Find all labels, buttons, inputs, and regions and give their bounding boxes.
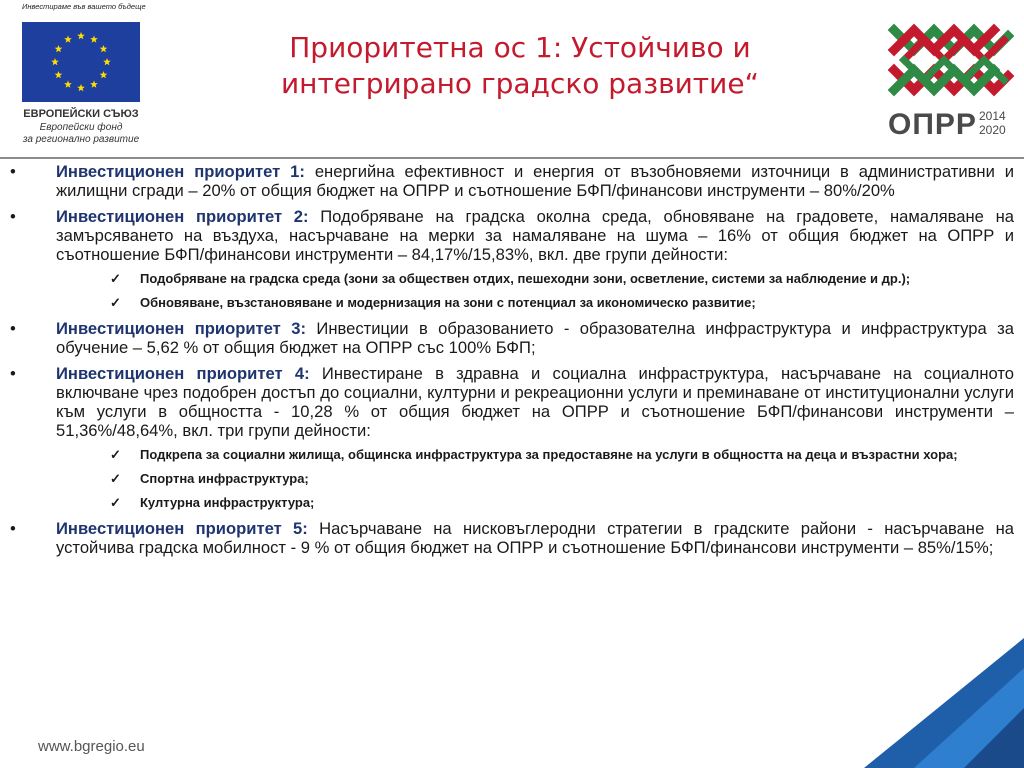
sub-activity: [10, 271, 1014, 287]
priority-text: Инвестиране в здравна и социална инфраструктура, насърчаване на социалното включване чрез подобрен достъп до социални, културни и рекреационни услуги и преминаване от институционални услуги към услуги в общността - 10,28 % от общия бюджет на ОПРР и съотношение БФП/финансови инструменти – 51,36%/48,64%, вкл. три групи дейности:: [56, 364, 1014, 440]
priority-item-1: [10, 162, 1014, 200]
header-divider: [0, 157, 1024, 159]
priority-item-2: [10, 207, 1014, 264]
eu-name: ЕВРОПЕЙСКИ СЪЮЗ: [23, 108, 139, 120]
page-title-line1: Приоритетна ос 1: Устойчиво и: [289, 31, 751, 64]
priority-label: Инвестиционен приоритет 1:: [56, 162, 305, 181]
sub-activity: [10, 295, 1014, 311]
bullet: •: [10, 319, 16, 338]
checkmark-icon: ✓: [110, 495, 121, 510]
checkmark-icon: ✓: [110, 447, 121, 462]
priority-label: Инвестиционен приоритет 3:: [56, 319, 306, 338]
eu-flag: [22, 22, 140, 102]
bullet: •: [10, 519, 16, 538]
eu-fund-line1: Европейски фонд: [39, 122, 123, 133]
eu-fund-line2: за регионално развитие: [22, 134, 140, 145]
oprr-logo-years: [979, 109, 1006, 137]
page-title-line2: интегрирано градско развитие“: [280, 67, 760, 100]
priority-item-3: [10, 319, 1014, 357]
priority-list: [10, 162, 1014, 564]
sub-activity-text: Спортна инфраструктура;: [140, 471, 309, 486]
priority-text: енергийна ефективност и енергия от възобновяеми източници в административни и жилищни сгради – 20% от общия бюджет на ОПРР и съотношение БФП/финансови инструменти – 80%/20%: [56, 162, 1014, 200]
sub-activity: [10, 495, 1014, 511]
oprr-year-end: 2020: [979, 123, 1006, 137]
sub-activity-text: Културна инфраструктура;: [140, 495, 315, 510]
sub-activity: [10, 447, 1014, 463]
priority-text: Насърчаване на нисковъглеродни стратегии в градските райони - насърчаване на устойчива градска мобилност - 9 % от общия бюджет на ОПРР и съотношение БФП/финансови инструменти – 85%/15%;: [56, 519, 1014, 557]
oprr-year-start: 2014: [979, 109, 1006, 123]
corner-decoration-icon: [824, 638, 1024, 768]
bullet: •: [10, 207, 16, 226]
priority-item-5: [10, 519, 1014, 557]
checkmark-icon: ✓: [110, 471, 121, 486]
oprr-logo-mark-icon: [888, 10, 1014, 108]
sub-activity: [10, 471, 1014, 487]
sub-activity-text: Подкрепа за социални жилища, общинска инфраструктура за предоставяне на услуги в общността на деца и възрастни хора;: [140, 447, 958, 462]
eu-stars-icon: [22, 22, 140, 102]
eu-tagline: Инвестираме във вашето бъдеще: [22, 2, 146, 11]
priority-text: Подобряване на градска околна среда, обновяване на градовете, намаляване на замърсяването на въздуха, насърчаване на мерки за намаляване на шума – 16% от общия бюджет на ОПРР и съотношение БФП/финансови инструменти – 84,17%/15,83%, вкл. две групи дейности:: [56, 207, 1014, 264]
priority-text: Инвестиции в образованието - образователна инфраструктура и инфраструктура за обучение – 5,62 % от общия бюджет на ОПРР със 100% БФП;: [56, 319, 1014, 357]
page-title: [240, 30, 800, 102]
checkmark-icon: ✓: [110, 271, 121, 286]
sub-activity-text: Обновяване, възстановяване и модернизация на зони с потенциал за икономическо развитие;: [140, 295, 756, 310]
eu-fund: [12, 122, 150, 146]
priority-label: Инвестиционен приоритет 5:: [56, 519, 308, 538]
oprr-logo-text: ОПРР: [888, 108, 977, 141]
bullet: •: [10, 364, 16, 383]
sub-activity-text: Подобряване на градска среда (зони за обществен отдих, пешеходни зони, осветление, системи за наблюдение и др.);: [140, 271, 911, 286]
bullet: •: [10, 162, 16, 181]
priority-item-4: [10, 364, 1014, 440]
priority-label: Инвестиционен приоритет 4:: [56, 364, 310, 383]
checkmark-icon: ✓: [110, 295, 121, 310]
priority-label: Инвестиционен приоритет 2:: [56, 207, 309, 226]
footer-website-link[interactable]: www.bgregio.eu: [38, 738, 145, 755]
